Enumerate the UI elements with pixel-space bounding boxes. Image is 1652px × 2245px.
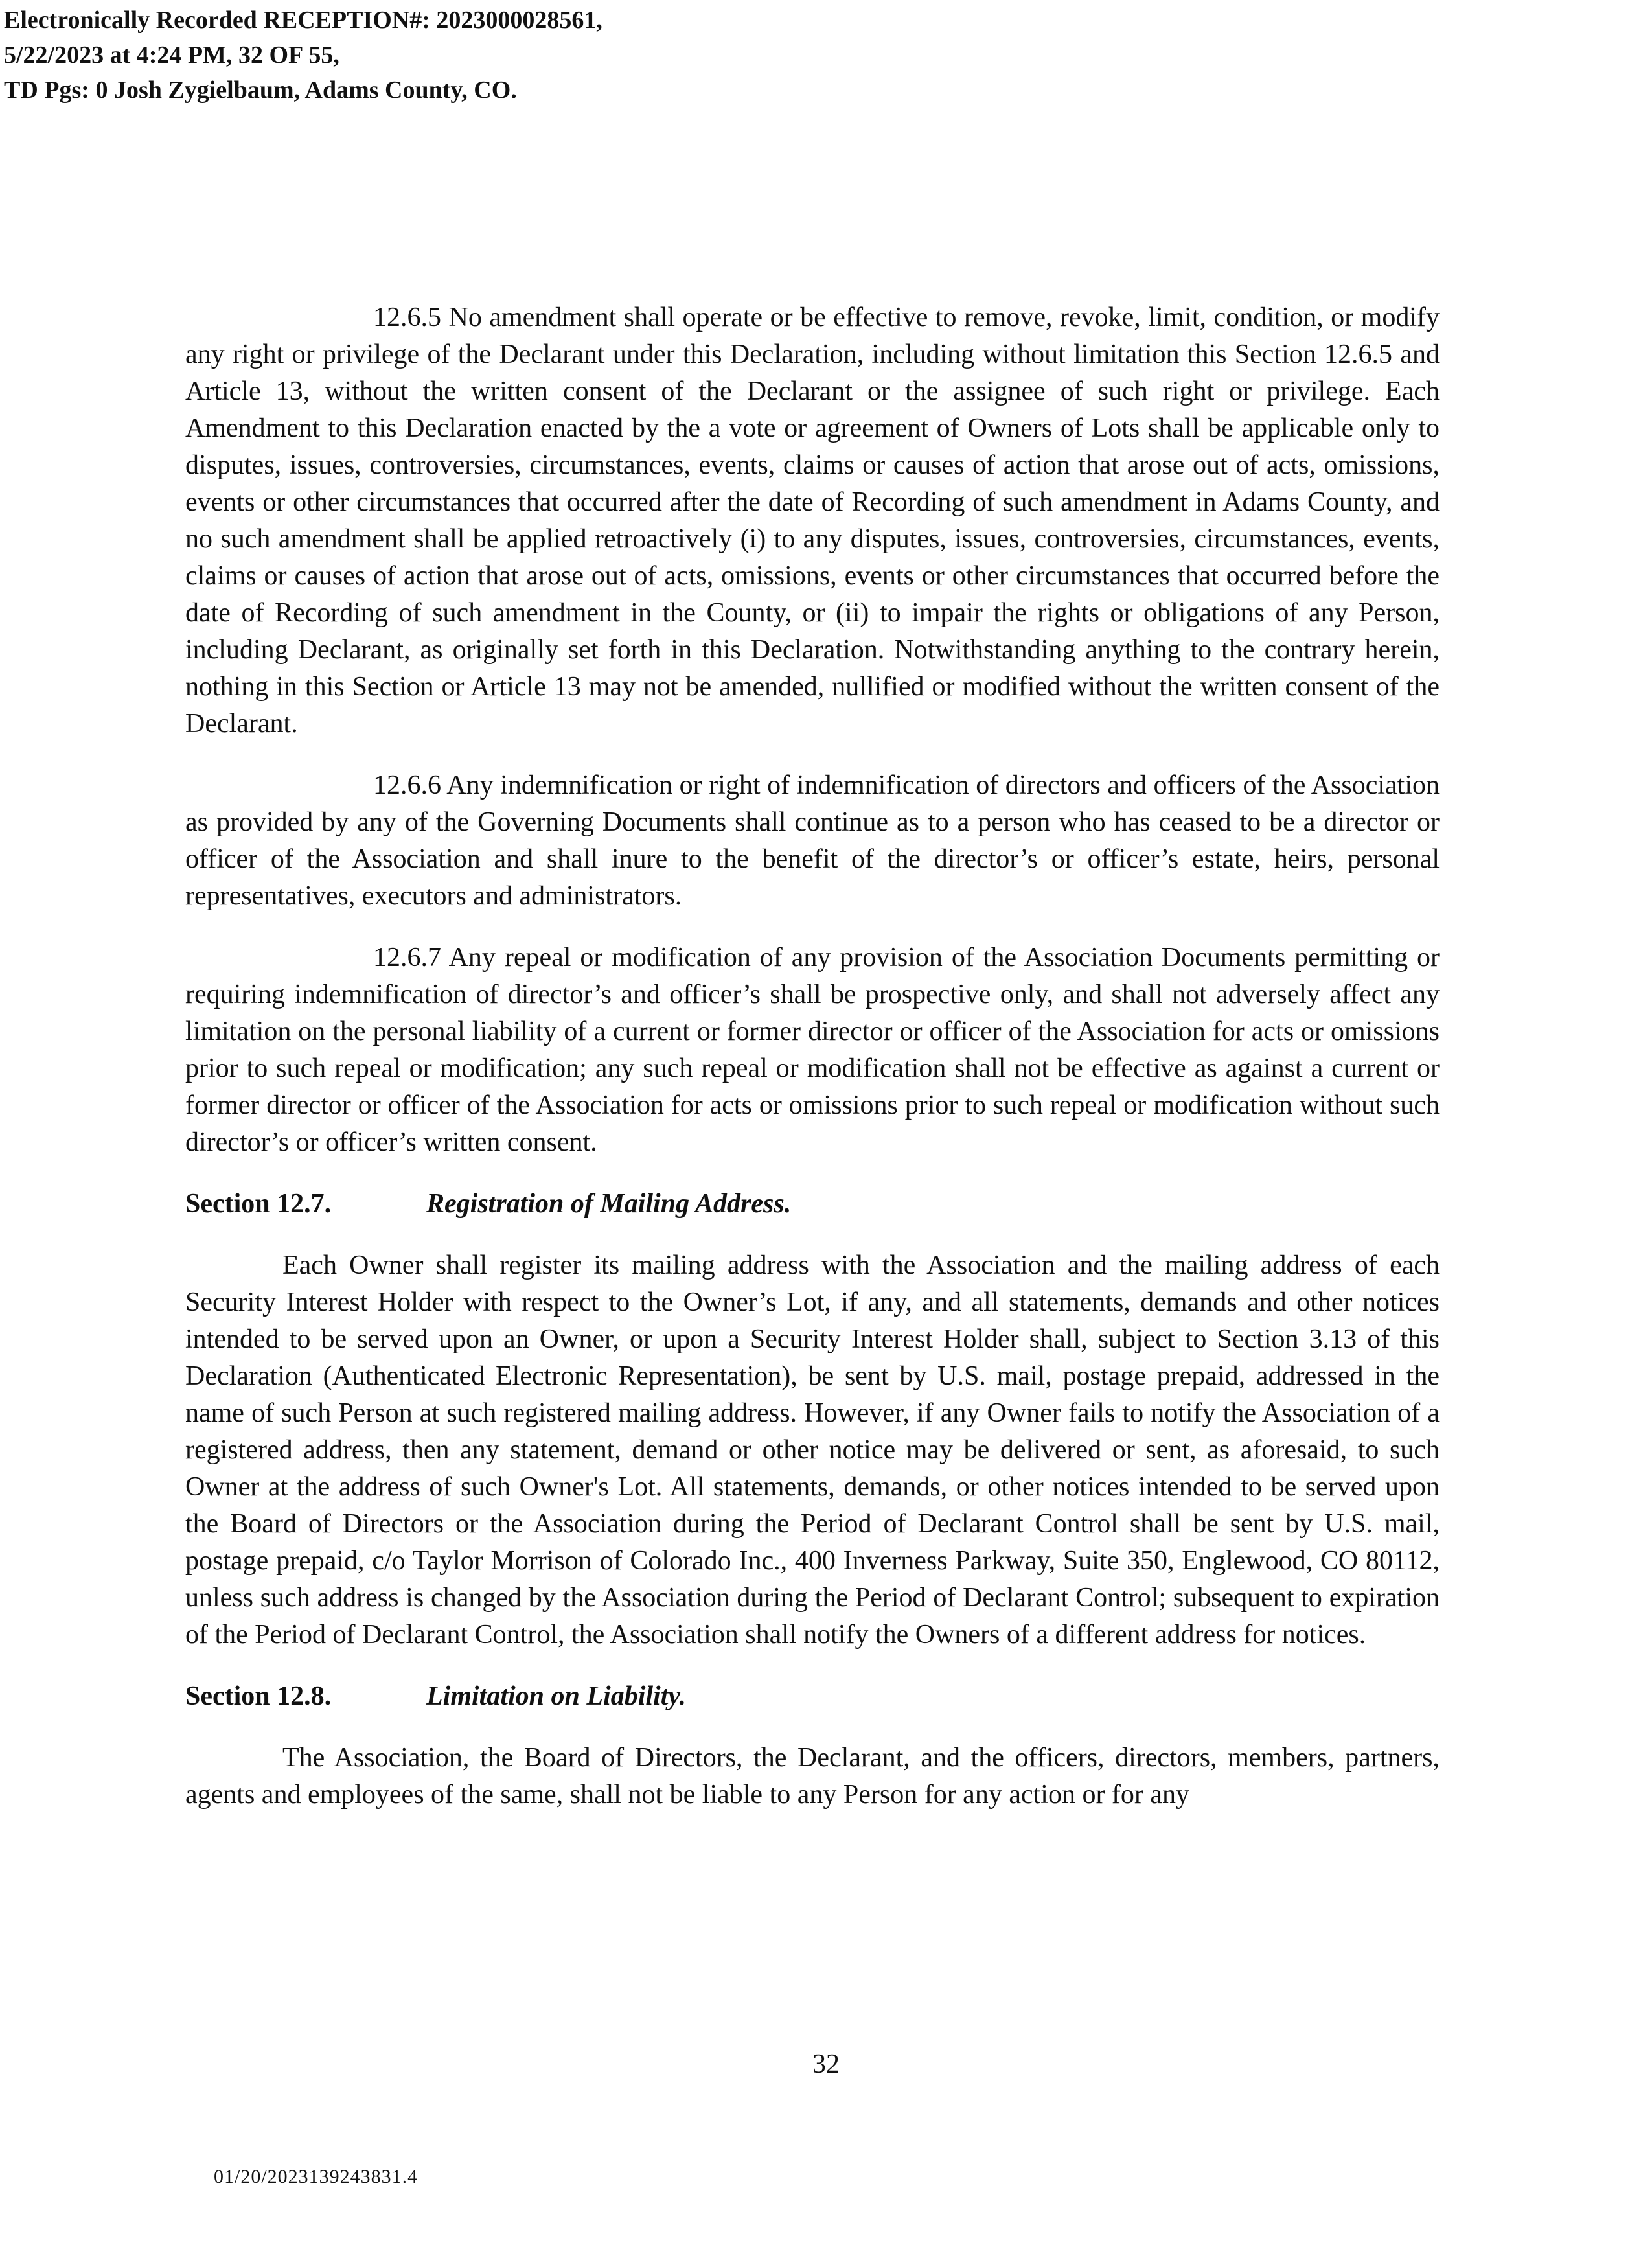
section-12-8-title: Limitation on Liability. <box>426 1681 686 1711</box>
section-12-7-heading <box>185 1186 1440 1223</box>
recording-header-line-3: TD Pgs: 0 Josh Zygielbaum, Adams County, CO. <box>4 76 517 104</box>
paragraph-12-6-6: 12.6.6 Any indemnification or right of indemnification of directors and officers of the Association as provided by any of the Governing Documents shall continue as to a person who has ceased to be a director or officer of the Association and shall inure to the benefit of the director’s or officer’s estate, heirs, personal representatives, executors and administrators. <box>185 770 1440 911</box>
document-code: 01/20/2023139243831.4 <box>214 2166 419 2187</box>
recording-header-line-1: Electronically Recorded RECEPTION#: 2023000028561, <box>4 6 602 34</box>
section-12-7-text: Each Owner shall register its mailing address with the Association and the mailing address of each Security Interest Holder with respect to the Owner’s Lot, if any, and all statements, demands and other notices intended to be served upon an Owner, or upon a Security Interest Holder shall, subject to Section 3.13 of this Declaration (Authenticated Electronic Representation), be sent by U.S. mail, postage prepaid, addressed in the name of such Person at such registered mailing address. However, if any Owner fails to notify the Association of a registered address, then any statement, demand or other notice may be delivered or sent, as aforesaid, to such Owner at the address of such Owner's Lot. All statements, demands, or other notices intended to be served upon the Board of Directors or the Association during the Period of Declarant Control shall be sent by U.S. mail, postage prepaid, c/o Taylor Morrison of Colorado Inc., 400 Inverness Parkway, Suite 350, Englewood, CO 80112, unless such address is changed by the Association during the Period of Declarant Control; subsequent to expiration of the Period of Declarant Control, the Association shall notify the Owners of a different address for notices. <box>185 1250 1440 1650</box>
section-12-8-number: Section 12.8. <box>185 1681 332 1711</box>
section-12-7-title: Registration of Mailing Address. <box>426 1189 792 1219</box>
page-number: 32 <box>812 2049 840 2079</box>
paragraph-12-6-5: 12.6.5 No amendment shall operate or be effective to remove, revoke, limit, condition, or modify any right or privilege of the Declarant under this Declaration, including without limitation this Section 12.6.5 and Article 13, without the written consent of the Declarant or the assignee of such right or privilege. Each Amendment to this Declaration enacted by the a vote or agreement of Owners of Lots shall be applicable only to disputes, issues, controversies, circumstances, events, claims or causes of action that arose out of acts, omissions, events or other circumstances that occurred after the date of Recording of such amendment in Adams County, and no such amendment shall be applied retroactively (i) to any disputes, issues, controversies, circumstances, events, claims or causes of action that arose out of acts, omissions, events or other circumstances that occurred before the date of Recording of such amendment in the County, or (ii) to impair the rights or obligations of any Person, including Declarant, as originally set forth in this Declaration. Notwithstanding anything to the contrary herein, nothing in this Section or Article 13 may not be amended, nullified or modified without the written consent of the Declarant. <box>185 303 1440 739</box>
recording-header <box>4 3 602 108</box>
document-body <box>185 299 1440 1838</box>
section-12-8-text: The Association, the Board of Directors, the Declarant, and the officers, directors, members, partners, agents and employees of the same, shall not be liable to any Person for any action or for any <box>185 1743 1440 1810</box>
section-12-7-number: Section 12.7. <box>185 1189 332 1219</box>
paragraph-12-6-7: 12.6.7 Any repeal or modification of any provision of the Association Documents permitting or requiring indemnification of director’s and officer’s shall be prospective only, and shall not adversely affect any limitation on the personal liability of a current or former director or officer of the Association for acts or omissions prior to such repeal or modification; any such repeal or modification shall not be effective as against a current or former director or officer of the Association for acts or omissions prior to such repeal or modification without such director’s or officer’s written consent. <box>185 943 1440 1157</box>
section-12-8-heading <box>185 1678 1440 1715</box>
recording-header-line-2: 5/22/2023 at 4:24 PM, 32 OF 55, <box>4 41 339 69</box>
